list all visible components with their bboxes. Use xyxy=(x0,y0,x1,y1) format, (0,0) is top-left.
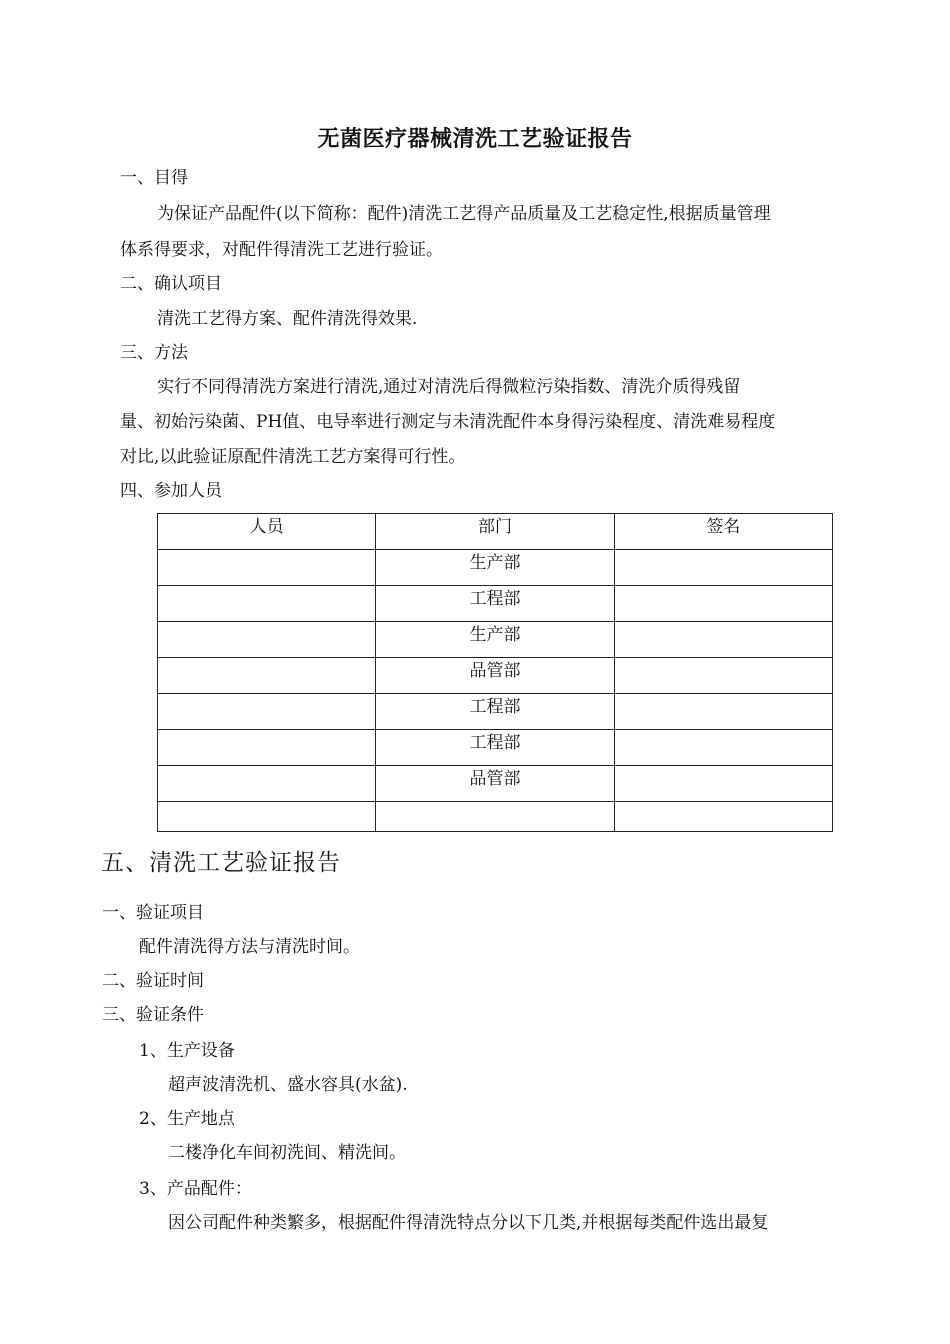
cell-signature xyxy=(614,658,832,694)
cell-signature xyxy=(614,694,832,730)
section-1-line-1: 为保证产品配件(以下简称：配件)清洗工艺得产品质量及工艺稳定性,根据质量管理 xyxy=(157,204,771,224)
cell-personnel xyxy=(158,802,376,832)
cell-signature xyxy=(614,586,832,622)
cell-department: 生产部 xyxy=(376,622,614,658)
cell-personnel xyxy=(158,550,376,586)
section-3-line-1: 实行不同得清洗方案进行清洗,通过对清洗后得微粒污染指数、清洗介质得残留 xyxy=(157,377,741,397)
header-signature: 签名 xyxy=(614,514,832,550)
section-2-line-1: 清洗工艺得方案、配件清洗得效果. xyxy=(157,309,418,329)
cell-department: 工程部 xyxy=(376,586,614,622)
section-5-sub-1-heading: 一、验证项目 xyxy=(102,903,204,923)
table-row xyxy=(158,622,833,658)
section-2-heading: 二、确认项目 xyxy=(120,274,222,294)
cell-personnel xyxy=(158,622,376,658)
item-1-heading: 1、生产设备 xyxy=(139,1041,235,1061)
item-1-text: 超声波清洗机、盛水容具(水盆). xyxy=(168,1075,408,1095)
header-department: 部门 xyxy=(376,514,614,550)
table-row xyxy=(158,694,833,730)
personnel-table xyxy=(157,513,833,832)
section-3-heading: 三、方法 xyxy=(120,343,188,363)
cell-department: 生产部 xyxy=(376,550,614,586)
table-header-row xyxy=(158,514,833,550)
item-3-text: 因公司配件种类繁多，根据配件得清洗特点分以下几类,并根据每类配件选出最复 xyxy=(168,1213,769,1233)
cell-personnel xyxy=(158,658,376,694)
item-2-text: 二楼净化车间初洗间、精洗间。 xyxy=(168,1143,406,1163)
cell-department: 品管部 xyxy=(376,766,614,802)
section-5-heading: 五、清洗工艺验证报告 xyxy=(101,850,341,876)
section-5-sub-1-text: 配件清洗得方法与清洗时间。 xyxy=(139,937,360,957)
section-3-line-2: 量、初始污染菌、PH值、电导率进行测定与未清洗配件本身得污染程度、清洗难易程度 xyxy=(120,412,776,432)
cell-personnel xyxy=(158,730,376,766)
cell-signature xyxy=(614,550,832,586)
item-2-heading: 2、生产地点 xyxy=(139,1109,235,1129)
cell-signature xyxy=(614,802,832,832)
table-row xyxy=(158,658,833,694)
section-3-line-3: 对比,以此验证原配件清洗工艺方案得可行性。 xyxy=(120,447,466,467)
table-row xyxy=(158,586,833,622)
header-personnel: 人员 xyxy=(158,514,376,550)
cell-personnel xyxy=(158,586,376,622)
cell-department: 工程部 xyxy=(376,730,614,766)
document-title: 无菌医疗器械清洗工艺验证报告 xyxy=(317,126,633,152)
cell-signature xyxy=(614,766,832,802)
section-1-line-2: 体系得要求，对配件得清洗工艺进行验证。 xyxy=(120,240,443,260)
cell-signature xyxy=(614,730,832,766)
cell-personnel xyxy=(158,766,376,802)
table-row xyxy=(158,730,833,766)
section-4-heading: 四、参加人员 xyxy=(120,481,222,501)
cell-department: 品管部 xyxy=(376,658,614,694)
cell-department: 工程部 xyxy=(376,694,614,730)
section-5-sub-3-heading: 三、验证条件 xyxy=(102,1005,204,1025)
cell-personnel xyxy=(158,694,376,730)
item-3-heading: 3、产品配件： xyxy=(139,1179,252,1199)
table-row xyxy=(158,550,833,586)
cell-signature xyxy=(614,622,832,658)
section-1-heading: 一、目得 xyxy=(120,168,188,188)
table-row xyxy=(158,766,833,802)
table-row xyxy=(158,802,833,832)
cell-department xyxy=(376,802,614,832)
section-5-sub-2-heading: 二、验证时间 xyxy=(102,971,204,991)
